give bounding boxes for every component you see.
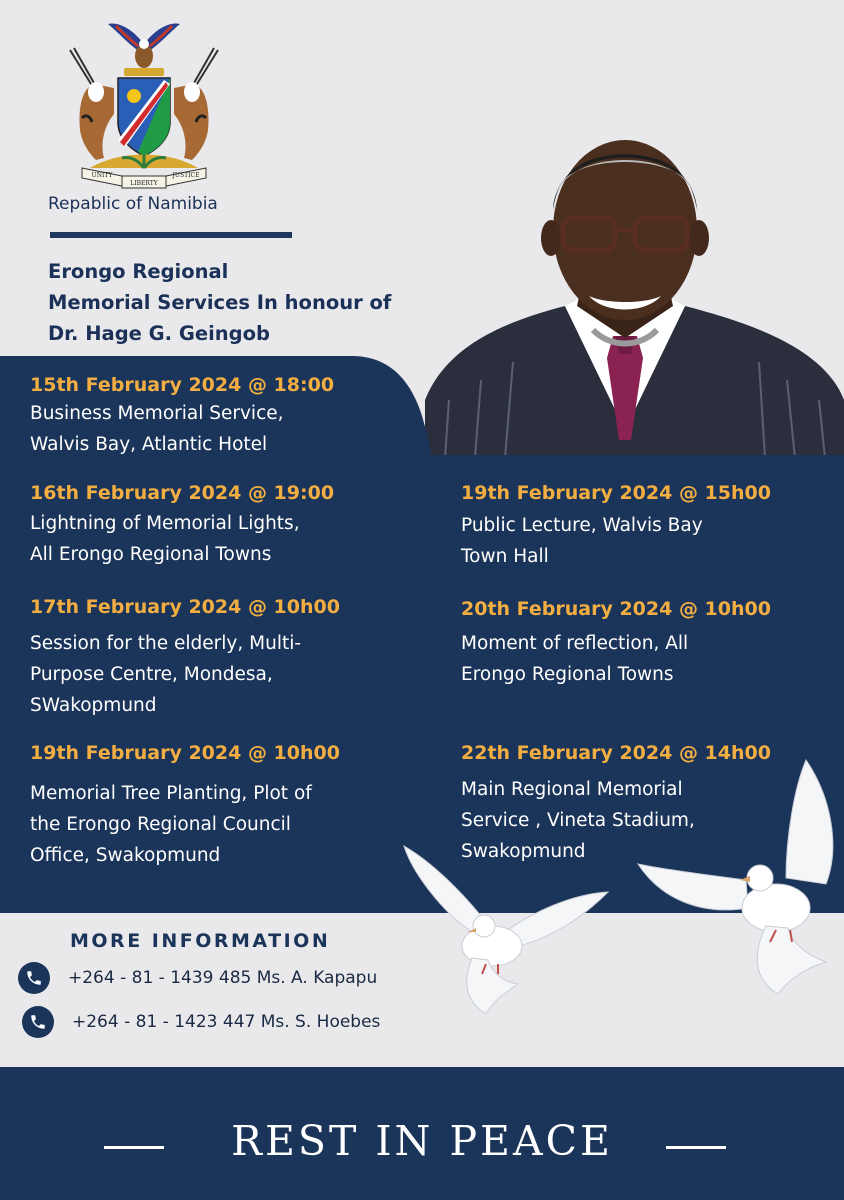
event-title-line-3: Dr. Hage G. Geingob <box>48 322 270 345</box>
contact-row <box>22 1006 380 1038</box>
schedule-line: Town Hall <box>461 546 549 567</box>
schedule-description <box>30 778 340 871</box>
schedule-item <box>30 482 334 570</box>
schedule-date: 19th February 2024 @ 15h00 <box>461 482 771 504</box>
schedule-line: Walvis Bay, Atlantic Hotel <box>30 434 268 455</box>
event-title-line-2: Memorial Services In honour of <box>48 291 392 314</box>
schedule-line: Moment of reflection, All <box>461 633 689 654</box>
schedule-item <box>30 374 334 460</box>
schedule-date: 20th February 2024 @ 10h00 <box>461 598 771 620</box>
schedule-description <box>30 628 340 721</box>
motto-liberty: LIBERTY <box>130 180 158 187</box>
more-information-heading: MORE INFORMATION <box>70 930 331 952</box>
schedule-line: Erongo Regional Towns <box>461 664 674 685</box>
schedule-line: Memorial Tree Planting, Plot of <box>30 783 312 804</box>
contact-row <box>18 962 377 994</box>
schedule-line: Office, Swakopmund <box>30 845 221 866</box>
rest-in-peace-text: REST IN PEACE <box>231 1117 613 1165</box>
schedule-line: SWakopmund <box>30 695 157 716</box>
schedule-item <box>461 598 771 690</box>
motto-unity: UNITY <box>91 172 113 179</box>
header-divider <box>50 232 292 238</box>
footer-banner <box>0 1067 844 1200</box>
schedule-date: 22th February 2024 @ 14h00 <box>461 742 771 764</box>
schedule-line: Public Lecture, Walvis Bay <box>461 515 703 536</box>
schedule-line: Purpose Centre, Mondesa, <box>30 664 273 685</box>
schedule-line: Service , Vineta Stadium, <box>461 810 695 831</box>
dove-illustration <box>402 842 612 1017</box>
schedule-line: Swakopmund <box>461 841 586 862</box>
schedule-description <box>461 628 771 690</box>
schedule-line: Main Regional Memorial <box>461 779 683 800</box>
phone-icon <box>22 1006 54 1038</box>
schedule-date: 17th February 2024 @ 10h00 <box>30 596 340 618</box>
phone-icon <box>18 962 50 994</box>
schedule-item <box>30 596 340 721</box>
schedule-item <box>30 742 340 871</box>
event-title <box>48 256 391 349</box>
contact-phone-hoebes: +264 - 81 - 1423 447 Ms. S. Hoebes <box>72 1012 381 1032</box>
schedule-item <box>461 482 771 572</box>
schedule-description <box>30 398 334 460</box>
schedule-line: Lightning of Memorial Lights, <box>30 513 300 534</box>
portrait-photo <box>425 100 844 458</box>
schedule-line: Session for the elderly, Multi- <box>30 633 302 654</box>
schedule-line: All Erongo Regional Towns <box>30 544 272 565</box>
coat-of-arms-emblem <box>60 18 228 190</box>
schedule-date: 16th February 2024 @ 19:00 <box>30 482 335 504</box>
schedule-line: the Erongo Regional Council <box>30 814 291 835</box>
contact-phone-kapapu: +264 - 81 - 1439 485 Ms. A. Kapapu <box>68 968 378 988</box>
schedule-date: 15th February 2024 @ 18:00 <box>30 374 335 396</box>
schedule-description <box>461 510 771 572</box>
schedule-date: 19th February 2024 @ 10h00 <box>30 742 340 764</box>
footer-rule-right <box>666 1146 726 1149</box>
dove-illustration <box>636 758 844 998</box>
motto-justice: JUSTICE <box>172 172 200 179</box>
schedule-description <box>30 508 334 570</box>
event-title-line-1: Erongo Regional <box>48 260 229 283</box>
country-name: Repablic of Namibia <box>48 194 218 214</box>
schedule-line: Business Memorial Service, <box>30 403 284 424</box>
